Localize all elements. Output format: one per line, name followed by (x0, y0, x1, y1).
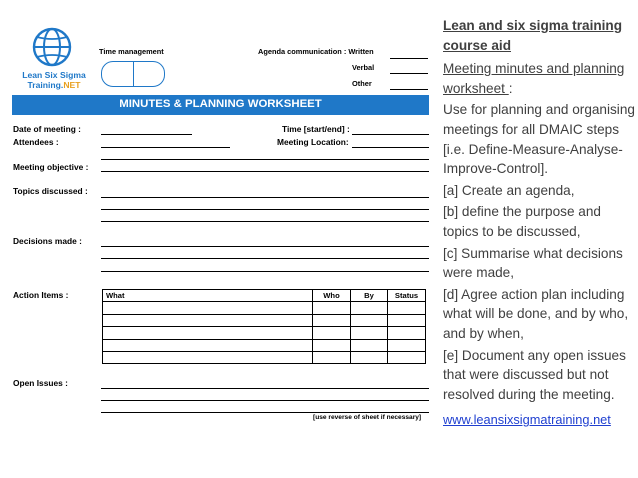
what-cell[interactable] (103, 327, 313, 339)
panel-step-a: [a] Create an agenda, (443, 182, 575, 198)
action-table-header (103, 290, 426, 302)
open-issues-label: Open Issues : (13, 378, 68, 388)
meeting-objective-label: Meeting objective : (13, 162, 89, 172)
action-items-table (102, 289, 426, 364)
topics-line-3[interactable] (101, 221, 429, 222)
decisions-line-3[interactable] (101, 271, 429, 272)
topics-line-1[interactable] (101, 197, 429, 198)
what-cell[interactable] (103, 314, 313, 326)
who-cell[interactable] (313, 314, 351, 326)
verbal-label: Verbal (352, 63, 375, 72)
meeting-location-label: Meeting Location: (277, 137, 349, 147)
status-cell[interactable] (388, 314, 426, 326)
table-row (103, 327, 426, 339)
open-issues-line-1[interactable] (101, 388, 429, 389)
globe-icon (14, 26, 94, 70)
time-start-end-label: Time [start/end] : (282, 124, 350, 134)
what-cell[interactable] (103, 339, 313, 351)
action-items-label: Action Items : (13, 290, 69, 300)
panel-step-d: [d] Agree action plan including what will be done, and by who, and by when, (443, 286, 629, 341)
course-aid-panel (443, 16, 635, 432)
status-cell[interactable] (388, 339, 426, 351)
who-cell[interactable] (313, 351, 351, 363)
panel-subtitle-colon: : (508, 80, 513, 96)
time-management-label: Time management (99, 47, 164, 56)
website-link[interactable]: www.leansixsigmatraining.net (443, 412, 611, 428)
by-cell[interactable] (351, 302, 388, 314)
attendees-line[interactable] (101, 147, 230, 148)
topics-line-2[interactable] (101, 209, 429, 210)
who-cell[interactable] (313, 327, 351, 339)
decisions-line-2[interactable] (101, 258, 429, 259)
panel-step-c: [c] Summarise what decisions were made, (443, 245, 623, 281)
table-row (103, 314, 426, 326)
by-cell[interactable] (351, 351, 388, 363)
worksheet-title: MINUTES & PLANNING WORKSHEET (119, 98, 322, 110)
table-row (103, 302, 426, 314)
by-cell[interactable] (351, 339, 388, 351)
meeting-location-line[interactable] (352, 147, 429, 148)
verbal-line[interactable] (390, 73, 428, 74)
panel-step-e: [e] Document any open issues that were discussed but not resolved during the meeting. (443, 347, 626, 402)
panel-title: Lean and six sigma training course aid (443, 18, 623, 53)
date-of-meeting-label: Date of meeting : (13, 124, 81, 134)
table-row (103, 339, 426, 351)
status-cell[interactable] (388, 327, 426, 339)
logo-text-line1: Lean Six Sigma (22, 70, 86, 80)
by-cell[interactable] (351, 314, 388, 326)
decisions-made-label: Decisions made : (13, 236, 82, 246)
time-start-end-line[interactable] (352, 134, 429, 135)
what-cell[interactable] (103, 351, 313, 363)
col-by: By (351, 290, 388, 302)
who-cell[interactable] (313, 339, 351, 351)
written-line[interactable] (390, 58, 428, 59)
by-cell[interactable] (351, 327, 388, 339)
topics-discussed-label: Topics discussed : (13, 186, 88, 196)
status-cell[interactable] (388, 302, 426, 314)
logo-training: Training. (27, 80, 64, 90)
who-cell[interactable] (313, 302, 351, 314)
worksheet-banner (12, 95, 429, 115)
attendees-label: Attendees : (13, 137, 59, 147)
panel-subtitle-text: Meeting minutes and planning worksheet (443, 61, 625, 96)
agenda-communication-label: Agenda communication : Written (258, 47, 374, 56)
open-issues-line-2[interactable] (101, 400, 429, 401)
panel-step-b: [b] define the purpose and topics to be discussed, (443, 204, 601, 239)
logo-text-line2 (16, 80, 92, 90)
what-cell[interactable] (103, 302, 313, 314)
panel-subtitle (443, 59, 635, 98)
logo-net: NET (63, 80, 81, 90)
panel-link-wrap (443, 410, 635, 430)
reverse-note: [use reverse of sheet if necessary] (313, 414, 422, 421)
pill-divider (133, 62, 134, 86)
objective-line-1[interactable] (101, 159, 429, 160)
col-what: What (103, 290, 313, 302)
objective-line-2[interactable] (101, 171, 429, 172)
col-status: Status (388, 290, 426, 302)
col-who: Who (313, 290, 351, 302)
other-line[interactable] (390, 89, 428, 90)
status-cell[interactable] (388, 351, 426, 363)
time-management-pill (101, 61, 165, 87)
decisions-line-1[interactable] (101, 246, 429, 247)
date-of-meeting-line[interactable] (101, 134, 192, 135)
logo (14, 26, 94, 90)
table-row (103, 351, 426, 363)
panel-intro: Use for planning and organising meetings for all DMAIC steps [i.e. Define-Measure-Analyse-Improve-Control]. (443, 102, 635, 177)
open-issues-line-3[interactable] (101, 412, 429, 413)
other-label: Other (352, 79, 372, 88)
